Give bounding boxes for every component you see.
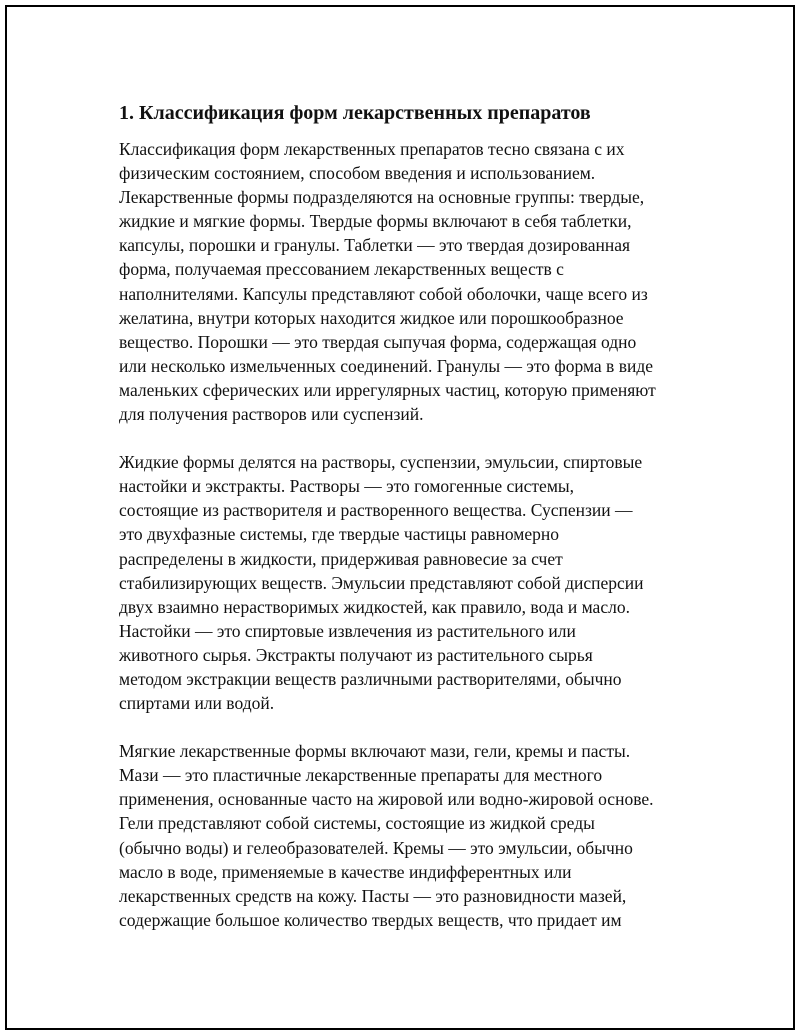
text-line: наполнителями. Капсулы представляют собой оболочки, чаще всего из xyxy=(119,283,648,304)
text-line: Классификация форм лекарственных препаратов тесно связана с их xyxy=(119,139,625,159)
text-line: Мягкие лекарственные формы включают мази, гели, кремы и пасты. xyxy=(119,741,631,762)
paragraph-liquid-forms xyxy=(119,450,699,715)
text-line: капсулы, порошки и гранулы. Таблетки — это твердая дозированная xyxy=(119,235,631,256)
text-line: желатина, внутри которых находится жидкое или порошкообразное xyxy=(119,307,624,328)
text-line: Гели представляют собой системы, состоящие из жидкой среды xyxy=(119,813,595,834)
text-line: Жидкие формы делятся на растворы, суспензии, эмульсии, спиртовые xyxy=(119,452,643,473)
text-line: животного сырья. Экстракты получают из растительного сырья xyxy=(119,644,593,665)
paragraph-soft-forms xyxy=(119,739,699,932)
text-line: спиртами или водой. xyxy=(119,693,275,714)
text-line: стабилизирующих веществ. Эмульсии представляют собой дисперсии xyxy=(119,572,644,593)
text-line: Лекарственные формы подразделяются на основные группы: твердые, xyxy=(119,187,645,208)
text-line: распределены в жидкости, придерживая равновесие за счет xyxy=(119,548,563,569)
text-line: вещество. Порошки — это твердая сыпучая форма, содержащая одно xyxy=(119,331,637,352)
text-line: маленьких сферических или иррегулярных частиц, которую применяют xyxy=(119,379,656,400)
document-body xyxy=(119,99,699,956)
text-line: настойки и экстракты. Растворы — это гомогенные системы, xyxy=(119,476,575,497)
text-line: состоящие из растворителя и растворенного вещества. Суспензии — xyxy=(119,500,633,521)
text-line: (обычно воды) и гелеобразователей. Кремы — это эмульсии, обычно xyxy=(119,837,633,858)
text-line: масло в воде, применяемые в качестве индифферентных или xyxy=(119,861,572,882)
text-line: Настойки — это спиртовые извлечения из растительного или xyxy=(119,620,576,641)
text-line: применения, основанные часто на жировой или водно-жировой основе. xyxy=(119,789,654,810)
text-line: содержащие большое количество твердых веществ, что придает им xyxy=(119,909,622,930)
text-line: двух взаимно нерастворимых жидкостей, как правило, вода и масло. xyxy=(119,596,630,617)
text-line: Мази — это пластичные лекарственные препараты для местного xyxy=(119,765,603,786)
text-line: лекарственных средств на кожу. Пасты — это разновидности мазей, xyxy=(119,885,627,906)
paragraph-solid-forms xyxy=(119,137,699,426)
section-heading: 1. Классификация форм лекарственных препаратов xyxy=(119,102,591,124)
text-line: жидкие и мягкие формы. Твердые формы включают в себя таблетки, xyxy=(119,211,632,232)
text-line: для получения растворов или суспензий. xyxy=(119,404,424,425)
text-line: или несколько измельченных соединений. Гранулы — это форма в виде xyxy=(119,355,653,376)
text-line: физическим состоянием, способом введения и использованием. xyxy=(119,163,596,184)
text-line: форма, получаемая прессованием лекарственных веществ с xyxy=(119,259,564,280)
text-line: это двухфазные системы, где твердые частицы равномерно xyxy=(119,524,560,545)
text-line: методом экстракции веществ различными растворителями, обычно xyxy=(119,668,622,689)
page-frame xyxy=(5,5,795,1030)
